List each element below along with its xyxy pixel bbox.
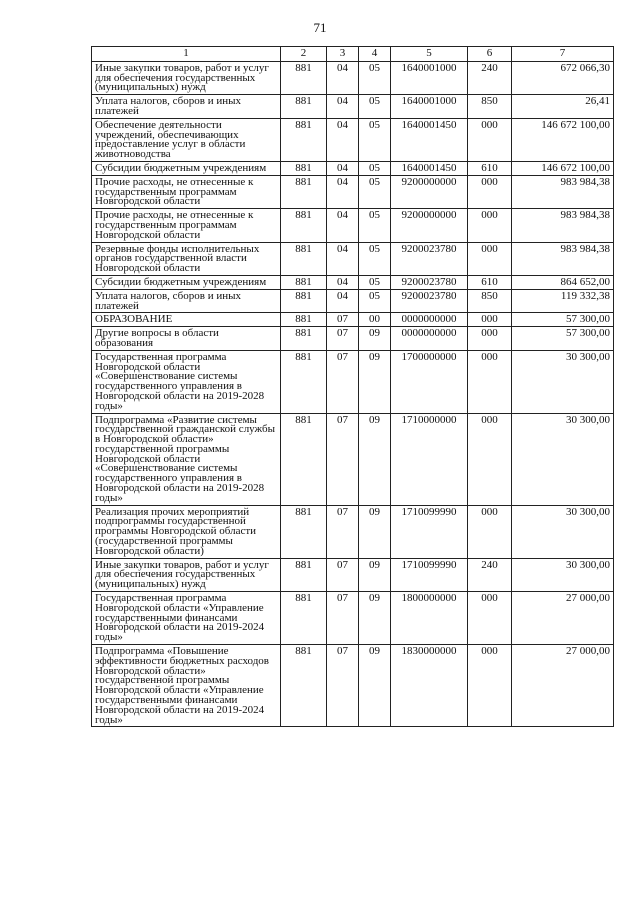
amount-cell: 27 000,00 xyxy=(512,592,614,645)
section-cell: 07 xyxy=(327,413,359,505)
expense-type-cell: 000 xyxy=(468,350,512,413)
row-name-cell: Государственная программа Новгородской области «Совершенствование системы государственного управления в Новгородской области на 2019-2028 годы» xyxy=(92,350,281,413)
row-name-cell: Обеспечение деятельности учреждений, обеспечивающих предоставление услуг в области животноводства xyxy=(92,118,281,161)
subsection-cell: 09 xyxy=(359,327,391,351)
section-cell: 07 xyxy=(327,505,359,558)
section-cell: 04 xyxy=(327,275,359,289)
target-article-cell: 1640001450 xyxy=(391,161,468,175)
target-article-cell: 0000000000 xyxy=(391,327,468,351)
target-article-cell: 9200023780 xyxy=(391,289,468,313)
admin-code-cell: 881 xyxy=(281,118,327,161)
row-name-cell: Подпрограмма «Повышение эффективности бюджетных расходов Новгородской области» государственной программы Новгородской области «Управление государственными финансами Новгородской области на 2019-2024 годы» xyxy=(92,645,281,727)
subsection-cell: 05 xyxy=(359,95,391,119)
amount-cell: 864 652,00 xyxy=(512,275,614,289)
row-name-cell: Субсидии бюджетным учреждениям xyxy=(92,275,281,289)
budget-table xyxy=(91,46,614,727)
table-row xyxy=(92,289,614,313)
amount-cell: 146 672 100,00 xyxy=(512,118,614,161)
header-cell: 6 xyxy=(468,47,512,62)
expense-type-cell: 000 xyxy=(468,242,512,275)
table-row xyxy=(92,327,614,351)
header-cell: 4 xyxy=(359,47,391,62)
expense-type-cell: 850 xyxy=(468,289,512,313)
admin-code-cell: 881 xyxy=(281,242,327,275)
header-cell: 1 xyxy=(92,47,281,62)
expense-type-cell: 000 xyxy=(468,175,512,208)
amount-cell: 57 300,00 xyxy=(512,327,614,351)
amount-cell: 30 300,00 xyxy=(512,350,614,413)
row-name-cell: ОБРАЗОВАНИЕ xyxy=(92,313,281,327)
section-cell: 04 xyxy=(327,95,359,119)
amount-cell: 26,41 xyxy=(512,95,614,119)
row-name-cell: Субсидии бюджетным учреждениям xyxy=(92,161,281,175)
amount-cell: 30 300,00 xyxy=(512,558,614,591)
header-cell: 2 xyxy=(281,47,327,62)
section-cell: 07 xyxy=(327,558,359,591)
section-cell: 04 xyxy=(327,118,359,161)
subsection-cell: 09 xyxy=(359,645,391,727)
subsection-cell: 05 xyxy=(359,175,391,208)
target-article-cell: 1800000000 xyxy=(391,592,468,645)
row-name-cell: Резервные фонды исполнительных органов государственной власти Новгородской области xyxy=(92,242,281,275)
subsection-cell: 09 xyxy=(359,505,391,558)
amount-cell: 30 300,00 xyxy=(512,413,614,505)
table-row xyxy=(92,350,614,413)
table-row xyxy=(92,161,614,175)
expense-type-cell: 000 xyxy=(468,327,512,351)
page-number: 71 xyxy=(313,20,327,35)
admin-code-cell: 881 xyxy=(281,505,327,558)
table-row xyxy=(92,61,614,94)
table-row xyxy=(92,242,614,275)
target-article-cell: 9200000000 xyxy=(391,209,468,242)
section-cell: 07 xyxy=(327,350,359,413)
table-row xyxy=(92,592,614,645)
row-name-cell: Прочие расходы, не отнесенные к государственным программам Новгородской области xyxy=(92,175,281,208)
subsection-cell: 00 xyxy=(359,313,391,327)
row-name-cell: Уплата налогов, сборов и иных платежей xyxy=(92,95,281,119)
subsection-cell: 05 xyxy=(359,209,391,242)
subsection-cell: 05 xyxy=(359,242,391,275)
expense-type-cell: 000 xyxy=(468,209,512,242)
target-article-cell: 9200023780 xyxy=(391,275,468,289)
amount-cell: 27 000,00 xyxy=(512,645,614,727)
header-row xyxy=(92,47,614,62)
subsection-cell: 05 xyxy=(359,61,391,94)
expense-type-cell: 240 xyxy=(468,61,512,94)
table-row xyxy=(92,175,614,208)
expense-type-cell: 000 xyxy=(468,413,512,505)
table-row xyxy=(92,95,614,119)
admin-code-cell: 881 xyxy=(281,327,327,351)
expense-type-cell: 000 xyxy=(468,645,512,727)
amount-cell: 119 332,38 xyxy=(512,289,614,313)
target-article-cell: 0000000000 xyxy=(391,313,468,327)
row-name-cell: Иные закупки товаров, работ и услуг для обеспечения государственных (муниципальных) нужд xyxy=(92,61,281,94)
section-cell: 04 xyxy=(327,175,359,208)
expense-type-cell: 610 xyxy=(468,161,512,175)
expense-type-cell: 240 xyxy=(468,558,512,591)
expense-type-cell: 000 xyxy=(468,118,512,161)
admin-code-cell: 881 xyxy=(281,313,327,327)
section-cell: 04 xyxy=(327,209,359,242)
amount-cell: 57 300,00 xyxy=(512,313,614,327)
target-article-cell: 1710099990 xyxy=(391,505,468,558)
subsection-cell: 05 xyxy=(359,289,391,313)
expense-type-cell: 850 xyxy=(468,95,512,119)
admin-code-cell: 881 xyxy=(281,161,327,175)
expense-type-cell: 000 xyxy=(468,505,512,558)
subsection-cell: 09 xyxy=(359,558,391,591)
target-article-cell: 1640001450 xyxy=(391,118,468,161)
admin-code-cell: 881 xyxy=(281,592,327,645)
admin-code-cell: 881 xyxy=(281,289,327,313)
amount-cell: 146 672 100,00 xyxy=(512,161,614,175)
subsection-cell: 05 xyxy=(359,161,391,175)
row-name-cell: Реализация прочих мероприятий подпрограммы государственной программы Новгородской области (государственной программы Новгородской области) xyxy=(92,505,281,558)
section-cell: 07 xyxy=(327,327,359,351)
section-cell: 04 xyxy=(327,289,359,313)
table-row xyxy=(92,505,614,558)
subsection-cell: 09 xyxy=(359,592,391,645)
admin-code-cell: 881 xyxy=(281,558,327,591)
table-row xyxy=(92,209,614,242)
row-name-cell: Другие вопросы в области образования xyxy=(92,327,281,351)
target-article-cell: 9200023780 xyxy=(391,242,468,275)
row-name-cell: Прочие расходы, не отнесенные к государственным программам Новгородской области xyxy=(92,209,281,242)
row-name-cell: Подпрограмма «Развитие системы государственной гражданской службы в Новгородской области» государственной программы Новгородской области «Совершенствование системы государственного управления в Новгородской области на 2019-2028 годы» xyxy=(92,413,281,505)
admin-code-cell: 881 xyxy=(281,209,327,242)
subsection-cell: 09 xyxy=(359,413,391,505)
subsection-cell: 05 xyxy=(359,118,391,161)
target-article-cell: 1700000000 xyxy=(391,350,468,413)
admin-code-cell: 881 xyxy=(281,95,327,119)
row-name-cell: Иные закупки товаров, работ и услуг для обеспечения государственных (муниципальных) нужд xyxy=(92,558,281,591)
amount-cell: 672 066,30 xyxy=(512,61,614,94)
section-cell: 07 xyxy=(327,313,359,327)
target-article-cell: 1710000000 xyxy=(391,413,468,505)
amount-cell: 983 984,38 xyxy=(512,209,614,242)
amount-cell: 983 984,38 xyxy=(512,242,614,275)
table-row xyxy=(92,275,614,289)
admin-code-cell: 881 xyxy=(281,645,327,727)
amount-cell: 983 984,38 xyxy=(512,175,614,208)
target-article-cell: 1710099990 xyxy=(391,558,468,591)
row-name-cell: Государственная программа Новгородской области «Управление государственными финансами Новгородской области на 2019-2024 годы» xyxy=(92,592,281,645)
admin-code-cell: 881 xyxy=(281,275,327,289)
admin-code-cell: 881 xyxy=(281,61,327,94)
target-article-cell: 1640001000 xyxy=(391,95,468,119)
section-cell: 04 xyxy=(327,61,359,94)
admin-code-cell: 881 xyxy=(281,413,327,505)
table-row xyxy=(92,313,614,327)
section-cell: 07 xyxy=(327,645,359,727)
target-article-cell: 1830000000 xyxy=(391,645,468,727)
amount-cell: 30 300,00 xyxy=(512,505,614,558)
target-article-cell: 1640001000 xyxy=(391,61,468,94)
table-row xyxy=(92,558,614,591)
header-cell: 5 xyxy=(391,47,468,62)
target-article-cell: 9200000000 xyxy=(391,175,468,208)
section-cell: 04 xyxy=(327,161,359,175)
admin-code-cell: 881 xyxy=(281,175,327,208)
section-cell: 07 xyxy=(327,592,359,645)
table-row xyxy=(92,645,614,727)
section-cell: 04 xyxy=(327,242,359,275)
header-cell: 7 xyxy=(512,47,614,62)
admin-code-cell: 881 xyxy=(281,350,327,413)
subsection-cell: 05 xyxy=(359,275,391,289)
subsection-cell: 09 xyxy=(359,350,391,413)
row-name-cell: Уплата налогов, сборов и иных платежей xyxy=(92,289,281,313)
table-body xyxy=(92,61,614,727)
table-row xyxy=(92,118,614,161)
header-cell: 3 xyxy=(327,47,359,62)
expense-type-cell: 000 xyxy=(468,592,512,645)
expense-type-cell: 610 xyxy=(468,275,512,289)
expense-type-cell: 000 xyxy=(468,313,512,327)
table-row xyxy=(92,413,614,505)
